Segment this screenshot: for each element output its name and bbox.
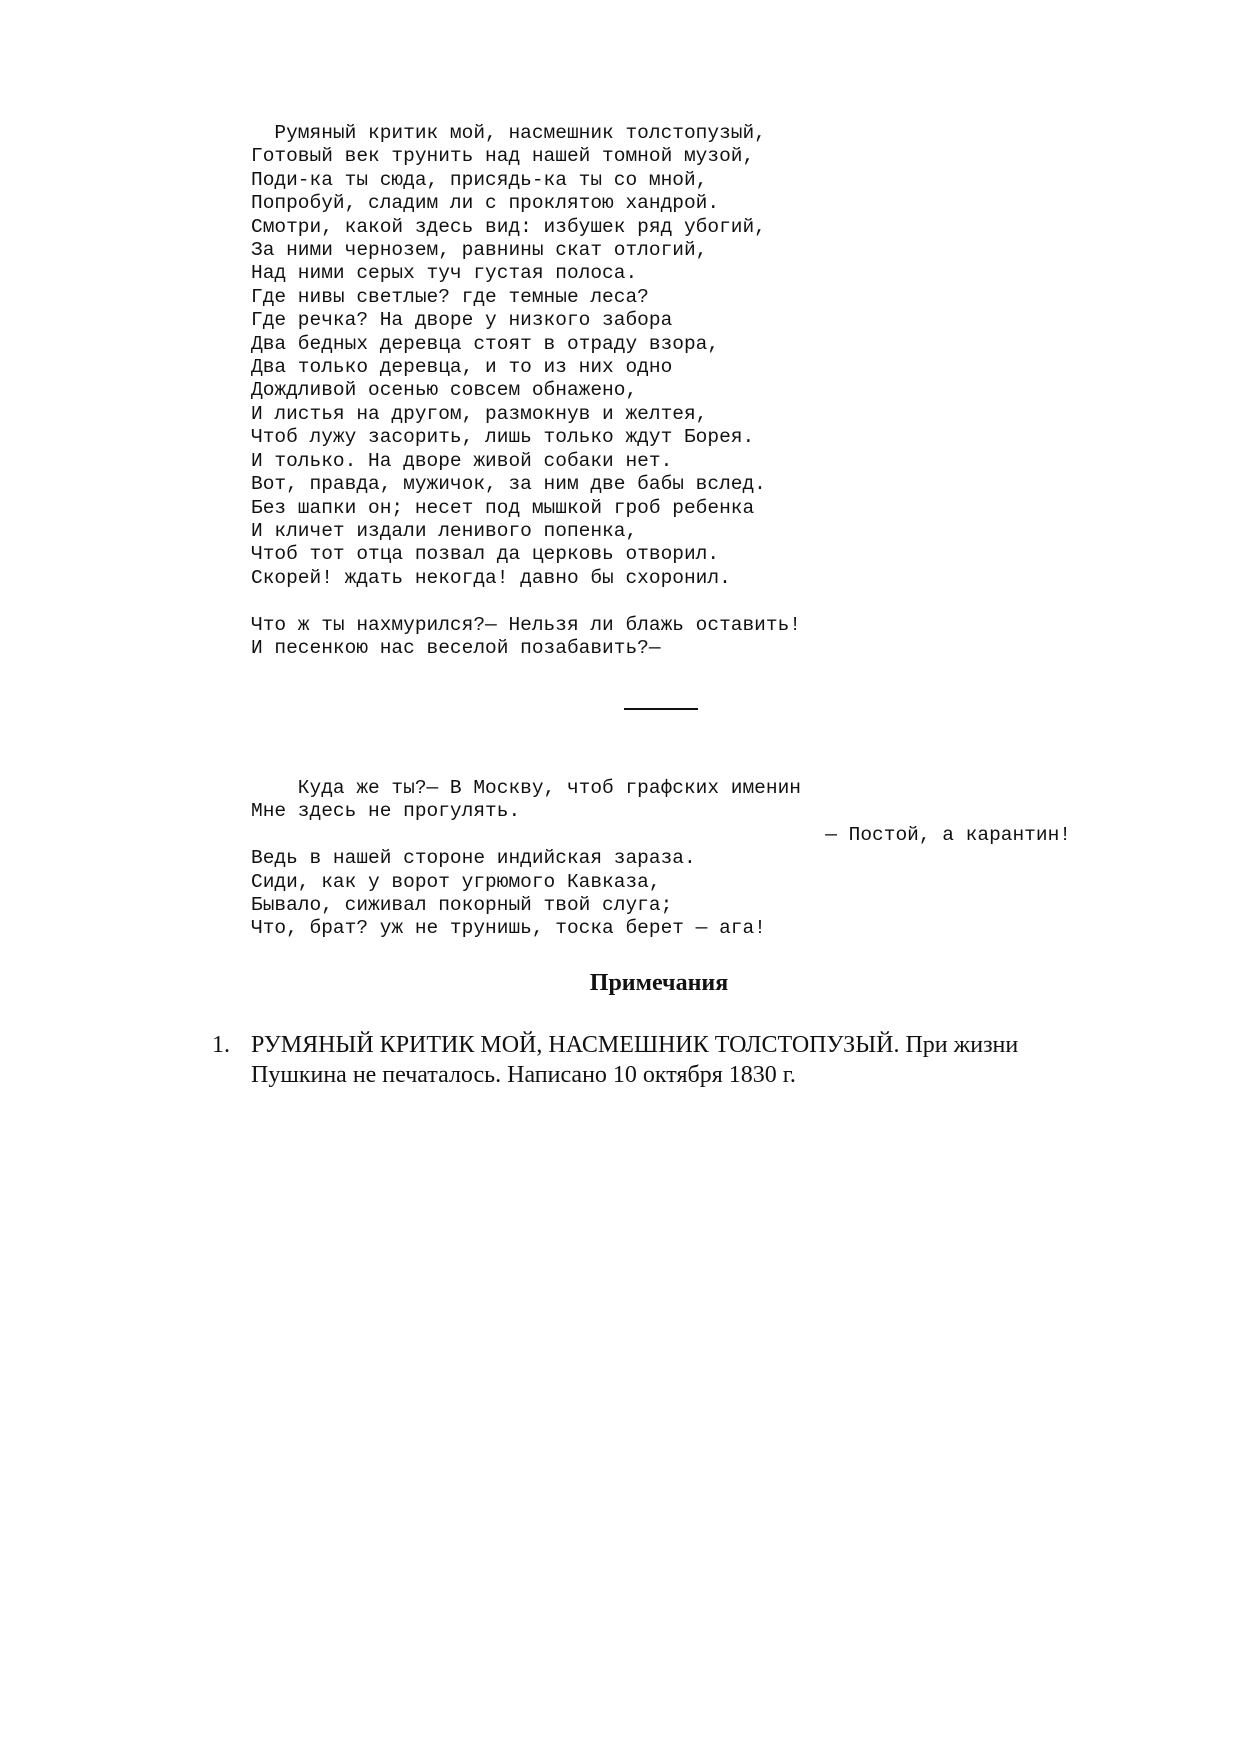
poem-line: Над ними серых туч густая полоса. [251,262,638,285]
poem-line: Готовый век трунить над нашей томной музой, [251,145,755,168]
poem-line: Мне здесь не прогулять. [251,800,521,823]
note-item [212,1030,1072,1090]
note-text: РУМЯНЫЙ КРИТИК МОЙ, НАСМЕШНИК ТОЛСТОПУЗЫЙ. При жизни Пушкина не печаталось. Написано 10 октября 1830 г. [251,1032,1019,1088]
poem-stanza-1 [251,122,766,590]
notes-heading: Примечания [589,970,729,996]
poem-line: Вот, правда, мужичок, за ним две бабы вслед. [251,473,766,496]
poem-line: Бывало, сиживал покорный твой слуга; [251,894,673,917]
poem-line: Два только деревца, и то из них одно [251,356,673,379]
poem-line: Где речка? На дворе у низкого забора [251,309,673,332]
poem-line: Румяный критик мой, насмешник толстопузый, [251,122,766,144]
poem-stanza-3 [251,777,1071,941]
poem-line: За ними чернозем, равнины скат отлогий, [251,239,708,262]
poem-line-right: — Постой, а карантин! [825,823,1071,846]
poem-line: Где нивы светлые? где темные леса? [251,285,649,308]
poem-line: Сиди, как у ворот угрюмого Кавказа, [251,870,661,893]
poem-line: Чтоб лужу засорить, лишь только ждут Борея. [251,426,755,449]
poem-stanza-2 [251,614,801,661]
note-number: 1. [212,1032,230,1058]
poem-line: И только. На дворе живой собаки нет. [251,449,673,472]
poem-line: Что ж ты нахмурился?— Нельзя ли блажь оставить! [251,614,801,636]
poem-line: Скорей! ждать некогда! давно бы схоронил. [251,566,731,589]
poem-line: Без шапки он; несет под мышкой гроб ребенка [251,496,755,519]
poem-line: Два бедных деревца стоят в отраду взора, [251,332,720,355]
poem-line: Смотри, какой здесь вид: избушек ряд убогий, [251,215,766,238]
notes-list [212,1030,1072,1090]
section-divider [624,708,698,710]
poem-line: Что, брат? уж не трунишь, тоска берет — ага! [251,917,766,940]
poem-line: И кличет издали ленивого попенка, [251,519,638,542]
poem-line: И песенкою нас веселой позабавить?— [251,637,661,660]
poem-line: Попробуй, сладим ли с проклятою хандрой. [251,192,720,215]
poem-line: Поди-ка ты сюда, присядь-ка ты со мной, [251,168,708,191]
poem-line: Куда же ты?— В Москву, чтоб графских именин [251,777,801,799]
poem-line: Чтоб тот отца позвал да церковь отворил. [251,543,720,566]
poem-line: И листья на другом, размокнув и желтея, [251,402,708,425]
poem-line: Ведь в нашей стороне индийская зараза. [251,847,696,870]
poem-line: Дождливой осенью совсем обнажено, [251,379,638,402]
